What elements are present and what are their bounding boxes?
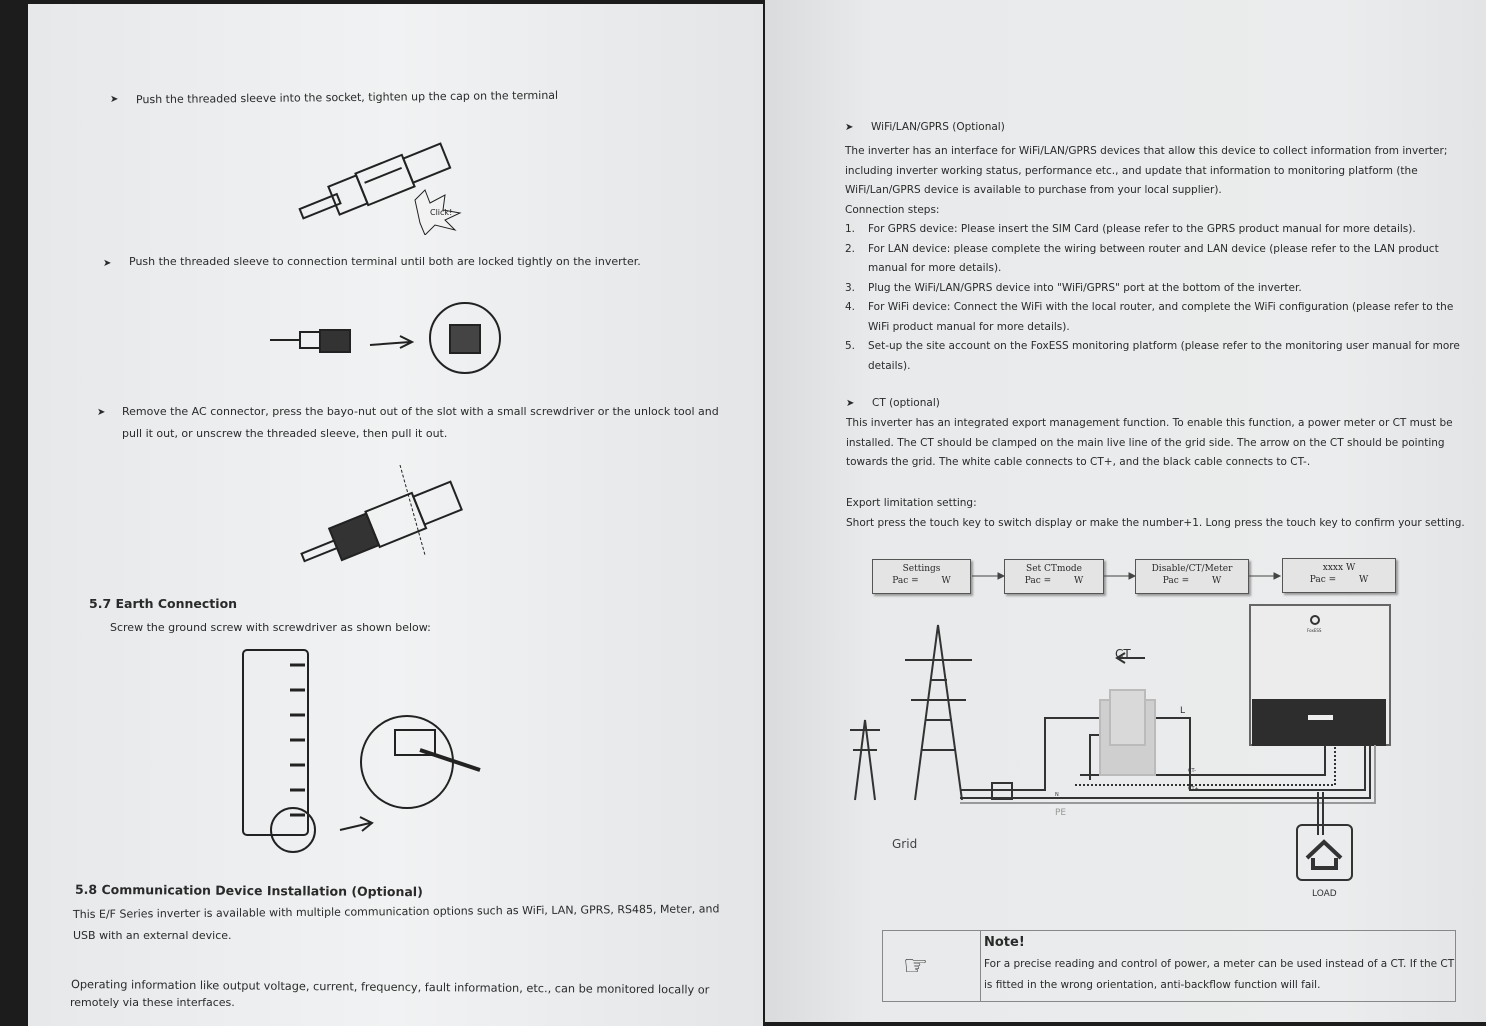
- step-item: [845, 220, 1460, 240]
- bullet-arrow-icon: ➤: [97, 407, 106, 418]
- note-box: [882, 930, 1456, 1002]
- wifi-heading: WiFi/LAN/GPRS (Optional): [871, 121, 1005, 133]
- text-line: installed. The CT should be clamped on the main live line of the grid side. The arrow on the CT should be pointing: [846, 436, 1445, 449]
- house-icon: [1307, 842, 1341, 868]
- step-item: [845, 337, 1460, 357]
- flow-step-title: xxxx W: [1322, 563, 1356, 573]
- text-line: including inverter working status, performance etc., and update that information to monitoring platform (the: [845, 164, 1418, 177]
- section-text: remotely via these interfaces.: [70, 996, 235, 1009]
- section-text: This E/F Series inverter is available with multiple communication options such as WiFi, LAN, GPRS, RS485, Meter, and: [72, 902, 720, 921]
- text-line: The inverter has an interface for WiFi/LAN/GPRS devices that allow this device to collect information from inverter;: [845, 145, 1448, 157]
- step-number: 3.: [845, 281, 856, 294]
- step-number: 1.: [845, 223, 856, 235]
- text-line: towards the grid. The white cable connects to CT+, and the black cable connects to CT-.: [846, 456, 1311, 468]
- wifi-paragraph: [845, 142, 1447, 220]
- section-text: USB with an external device.: [73, 929, 232, 942]
- line-label: L: [1180, 706, 1186, 716]
- ct-plus-label: CT+: [1188, 786, 1199, 792]
- flow-step-title: Disable/CT/Meter: [1151, 564, 1233, 574]
- ct-heading: CT (optional): [872, 397, 940, 409]
- flow-step-title: Set CTmode: [1026, 564, 1082, 574]
- step-item: [845, 279, 1460, 299]
- section-text: Screw the ground screw with screwdriver as shown below:: [110, 621, 431, 634]
- step-number: 5.: [845, 340, 856, 352]
- bullet-text: Push the threaded sleeve to connection terminal until both are locked tightly on the inverter.: [129, 255, 641, 268]
- step-text: For LAN device: please complete the wiring between router and LAN device (please refer to the LAN product: [868, 242, 1439, 255]
- step-text: WiFi product manual for more details).: [868, 320, 1070, 333]
- connector-click-illustration: [285, 125, 485, 235]
- bullet-text: Push the threaded sleeve into the socket, tighten up the cap on the terminal: [135, 88, 559, 107]
- bullet-text: pull it out, or unscrew the threaded sleeve, then pull it out.: [122, 427, 448, 440]
- flow-step-value: Pac = W: [1309, 575, 1369, 585]
- export-limitation: [846, 494, 1465, 533]
- export-label: Export limitation setting:: [846, 497, 977, 509]
- note-text: is fitted in the wrong orientation, anti-backflow function will fail.: [984, 979, 1321, 991]
- step-text: manual for more details).: [868, 262, 1002, 274]
- pointing-hand-icon: ☞: [903, 949, 929, 982]
- section-heading: 5.8 Communication Device Installation (Optional): [74, 881, 423, 900]
- step-number: 4.: [845, 301, 856, 313]
- flow-arrows: [970, 568, 1290, 584]
- flow-step-settings: [872, 559, 971, 594]
- load-label: LOAD: [1312, 889, 1337, 899]
- flow-step-power-limit: [1282, 558, 1396, 593]
- grid-label: Grid: [892, 837, 918, 851]
- bullet-arrow-icon: ➤: [103, 258, 112, 269]
- step-text: For WiFi device: Connect the WiFi with the local router, and complete the WiFi configuration (please refer to the: [868, 301, 1454, 313]
- neutral-label: N: [1055, 792, 1059, 798]
- step-text: For GPRS device: Please insert the SIM Card (please refer to the GPRS product manual for more details).: [868, 223, 1416, 235]
- pe-label: PE: [1055, 808, 1067, 818]
- flow-step-value: Pac = W: [1162, 576, 1222, 586]
- note-title: Note!: [984, 935, 1025, 950]
- brand-logo: FoxESS: [1307, 628, 1322, 633]
- ct-wiring-diagram: [845, 600, 1405, 910]
- connection-steps-list: [845, 220, 1460, 376]
- step-text: Set-up the site account on the FoxESS monitoring platform (please refer to the monitoring user manual for more: [868, 340, 1460, 352]
- step-text: details).: [868, 359, 911, 372]
- bullet-arrow-icon: ➤: [845, 122, 854, 133]
- steps-label: Connection steps:: [845, 203, 940, 216]
- section-text: Operating information like output voltage, current, frequency, fault information, etc., can be monitored locally or: [70, 978, 710, 997]
- text-line: This inverter has an integrated export management function. To enable this function, a power meter or CT must be: [846, 417, 1453, 429]
- step-item: [845, 298, 1460, 318]
- ct-label: CT: [1115, 647, 1131, 661]
- bullet-arrow-icon: ➤: [846, 398, 855, 409]
- click-label: Click!: [430, 208, 453, 217]
- flow-step-value: Pac = W: [892, 576, 951, 586]
- step-number: 2.: [845, 242, 856, 255]
- flow-step-value: Pac = W: [1024, 576, 1084, 586]
- ct-paragraph: [846, 414, 1453, 473]
- step-item: [845, 240, 1460, 260]
- ct-minus-label: CT-: [1188, 768, 1196, 774]
- section-heading: 5.7 Earth Connection: [89, 596, 238, 611]
- flow-step-title: Settings: [902, 564, 941, 574]
- bullet-text: Remove the AC connector, press the bayo-nut out of the slot with a small screwdriver or the unlock tool and: [122, 405, 719, 418]
- pylon-icon: [905, 625, 972, 800]
- bullet-arrow-icon: ➤: [110, 94, 119, 105]
- ac-connector-removal-illustration: [295, 465, 470, 570]
- connector-lock-illustration: [270, 300, 510, 380]
- export-text: Short press the touch key to switch display or make the number+1. Long press the touch key to confirm your setting.: [846, 516, 1465, 529]
- note-text: For a precise reading and control of power, a meter can be used instead of a CT. If the CT: [984, 958, 1455, 970]
- text-line: WiFi/Lan/GPRS device is available to purchase from your local supplier).: [845, 184, 1222, 196]
- step-text: Plug the WiFi/LAN/GPRS device into "WiFi/GPRS" port at the bottom of the inverter.: [868, 281, 1302, 294]
- earth-connection-illustration: [235, 645, 490, 855]
